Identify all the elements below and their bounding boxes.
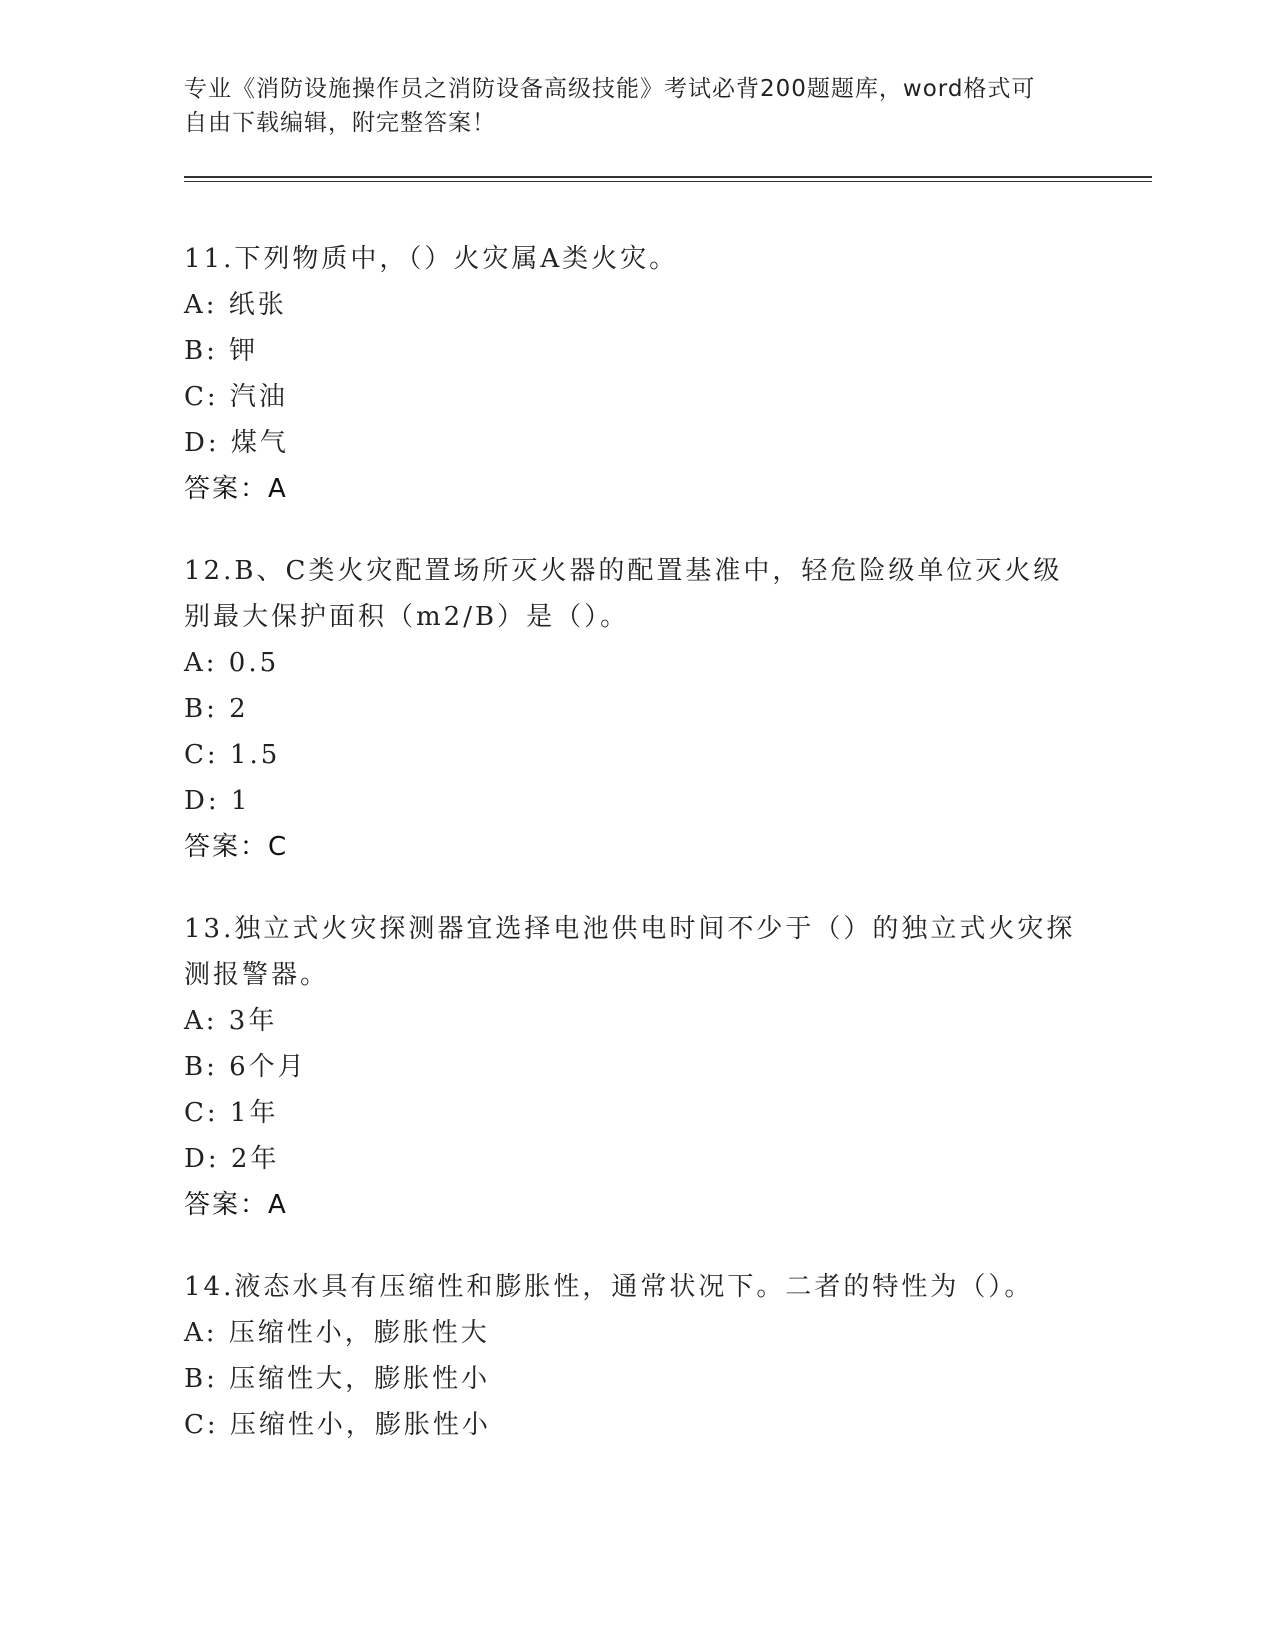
option-d: D: 煤气	[184, 428, 289, 458]
question-text: 11.下列物质中，（）火灾属A类火灾。	[184, 244, 679, 274]
option-c: C: 1.5	[184, 740, 281, 770]
header-divider-thin	[184, 181, 1152, 182]
answer-text: 答案：A	[184, 474, 288, 504]
option-d: D: 2年	[184, 1144, 280, 1174]
question-14	[184, 1264, 1084, 1448]
option-c: C: 压缩性小，膨胀性小	[184, 1410, 491, 1440]
option-b: B: 钾	[184, 336, 259, 366]
option-a: A: 0.5	[184, 648, 280, 678]
option-b: B: 2	[184, 694, 249, 724]
header-divider-thick	[184, 176, 1152, 178]
option-c: C: 汽油	[184, 382, 288, 412]
question-text: 13.独立式火灾探测器宜选择电池供电时间不少于（）的独立式火灾探测报警器。	[184, 914, 1076, 990]
option-b: B: 压缩性大，膨胀性小	[184, 1364, 491, 1394]
answer-text: 答案：C	[184, 832, 289, 862]
question-12	[184, 548, 1084, 870]
document-header	[184, 72, 1084, 140]
option-a: A: 纸张	[184, 290, 287, 320]
question-list	[184, 236, 1084, 1484]
header-line-2: 自由下载编辑，附完整答案！	[184, 110, 496, 136]
option-a: A: 3年	[184, 1006, 278, 1036]
option-a: A: 压缩性小，膨胀性大	[184, 1318, 490, 1348]
question-11	[184, 236, 1084, 512]
question-text: 14.液态水具有压缩性和膨胀性，通常状况下。二者的特性为（）。	[184, 1272, 1034, 1302]
header-line-1: 专业《消防设施操作员之消防设备高级技能》考试必背200题题库，word格式可	[184, 76, 1036, 102]
question-13	[184, 906, 1084, 1228]
option-d: D: 1	[184, 786, 251, 816]
answer-text: 答案：A	[184, 1190, 288, 1220]
option-c: C: 1年	[184, 1098, 279, 1128]
option-b: B: 6个月	[184, 1052, 307, 1082]
question-text: 12.B、C类火灾配置场所灭火器的配置基准中，轻危险级单位灭火级别最大保护面积（m2/B）是（）。	[184, 556, 1063, 632]
